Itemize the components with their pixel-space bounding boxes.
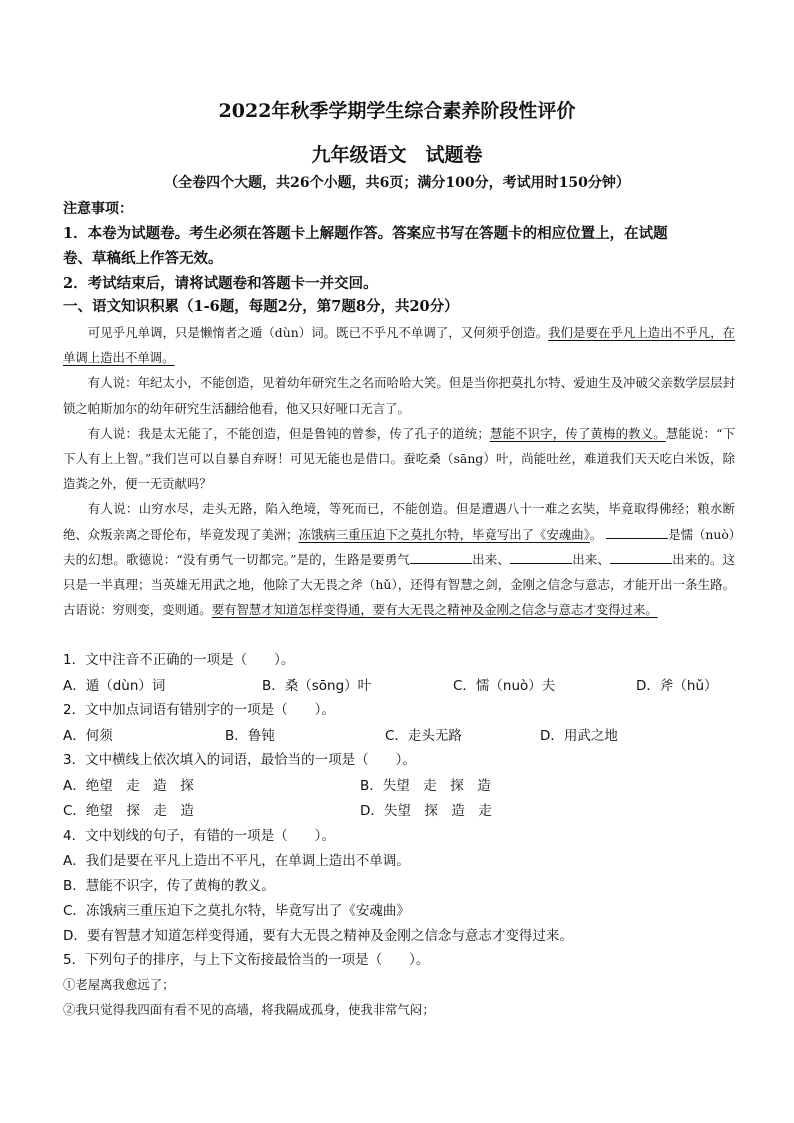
passage-text: 出来、 xyxy=(572,551,611,567)
notes-heading: 注意事项： xyxy=(63,201,133,217)
underlined-sentence-a: 我们是要在乎凡上造出不乎凡，在单调上造出不单调。 xyxy=(63,325,735,366)
exam-subtitle: 九年级语文 试题卷 xyxy=(311,144,483,166)
passage-text: 有人说：我是太无能了，不能创造，但是鲁钝的曾参，传了孔子的道统； xyxy=(87,425,490,441)
fill-blank-3 xyxy=(510,551,572,564)
question-4-option-c[interactable]: C．冻饿病三重压迫下之莫扎尔特，毕竟写出了《安魂曲》 xyxy=(63,903,410,919)
question-1-option-d[interactable]: D．斧（hǔ） xyxy=(636,678,718,694)
underlined-sentence-b: 慧能不识字，传了黄梅的教义。 xyxy=(489,425,666,441)
question-2-option-b[interactable]: B．鲁钝 xyxy=(225,728,275,744)
fill-blank-4 xyxy=(610,551,672,564)
question-1-stem: 1．文中注音不正确的一项是（ ）。 xyxy=(63,652,295,668)
passage-text: 有人说：山穷水尽，走头无路，陷入绝境，等死而已，不能创造。但是遭遇八十一难之玄奘，毕竟取得佛经；粮水断绝、众叛亲离之哥伦布，毕竟发现了美洲； xyxy=(63,501,735,542)
exam-title: 2022年秋季学期学生综合素养阶段性评价 xyxy=(218,100,576,122)
passage-paragraph-4 xyxy=(63,496,735,622)
question-1-option-c[interactable]: C．懦（nuò）夫 xyxy=(453,678,556,694)
question-1-option-a[interactable]: A．遁（dùn）词 xyxy=(63,678,166,694)
note-2: 2．考试结束后，请将试题卷和答题卡一并交回。 xyxy=(63,275,378,292)
exam-info: （全卷四个大题，共26个小题，共6页；满分100分，考试用时150分钟） xyxy=(164,175,630,191)
question-1-option-b[interactable]: B．桑（sōng）叶 xyxy=(262,678,372,694)
passage-text: 可见乎凡单调，只是懒惰者之遁（dùn）词。既已不乎凡不单调了，又何须乎创造。 xyxy=(87,325,549,340)
question-3-option-a[interactable]: A．绝望 走 造 探 xyxy=(63,778,194,794)
reading-passage xyxy=(63,320,735,622)
passage-paragraph-1 xyxy=(63,320,735,370)
question-2-option-d[interactable]: D．用武之地 xyxy=(540,728,618,744)
question-3-option-b[interactable]: B．失望 走 探 造 xyxy=(360,778,491,794)
fill-blank-1 xyxy=(606,526,668,539)
passage-text: 是懦（nuò）夫的幻想。歌德说：“没有勇气一切都完。”是的，生路是要勇气 xyxy=(63,526,735,567)
passage-paragraph-2: 有人说：年纪太小，不能创造，见着幼年研究生之名而哈哈大笑。但是当你把莫扎尔特、爱迪生及冲破父亲数学层层封锁之帕斯加尔的幼年研究生活翻给他看，他又只好哑口无言了。 xyxy=(63,375,735,416)
passage-text: 慧能说：“下下人有上上智。”我们岂可以自暴自弃呀！可见无能也是借口。蚕吃桑（sāng）叶，尚能吐丝，难道我们天天吃白米饭，除造粪之外，便一无贡献吗？ xyxy=(63,425,736,492)
question-3-option-d[interactable]: D．失望 探 造 走 xyxy=(360,803,492,819)
underlined-sentence-c: 冻饿病三重压迫下之莫扎尔特，毕竟写出了《安魂曲》 xyxy=(298,526,590,542)
sentence-1: ①老屋离我愈远了； xyxy=(63,977,175,992)
question-5-stem: 5．下列句子的排序，与上下文衔接最恰当的一项是（ ）。 xyxy=(63,952,430,968)
question-4-option-a[interactable]: A．我们是要在平凡上造出不平凡，在单调上造出不单调。 xyxy=(63,853,410,869)
question-4-stem: 4．文中划线的句子，有错的一项是（ ）。 xyxy=(63,828,335,844)
fill-blank-2 xyxy=(410,551,472,564)
passage-text: 出来的。这只是一半真理；当英雄无用武之地，他除了大无畏之斧（hǔ），还得有智慧之剑，金刚之信念与意志，才能开出一条生路。古语说：穷则变，变则通。 xyxy=(63,551,736,618)
question-2-option-a[interactable]: A．何须 xyxy=(63,728,113,744)
sentence-2: ②我只觉得我四面有看不见的高墙，将我隔成孤身，使我非常气闷； xyxy=(63,1002,435,1017)
question-4-option-d[interactable]: D．要有智慧才知道怎样变得通，要有大无畏之精神及金刚之信念与意志才变得过来。 xyxy=(63,928,573,944)
question-2-stem: 2．文中加点词语有错别字的一项是（ ）。 xyxy=(63,702,335,718)
question-2-option-c[interactable]: C．走头无路 xyxy=(385,728,462,744)
passage-paragraph-3 xyxy=(63,421,735,497)
question-4-option-b[interactable]: B．慧能不识字，传了黄梅的教义。 xyxy=(63,878,275,894)
question-3-option-c[interactable]: C．绝望 探 走 造 xyxy=(63,803,194,819)
passage-text: 出来、 xyxy=(472,551,511,567)
passage-text: 。 xyxy=(589,526,603,542)
question-3-stem: 3．文中横线上依次填入的词语，最恰当的一项是（ ）。 xyxy=(63,752,416,768)
section-1-heading: 一、语文知识积累（1-6题，每题2分，第7题8分，共20分） xyxy=(63,298,459,315)
note-1-line-2: 卷、草稿纸上作答无效。 xyxy=(63,250,223,267)
underlined-sentence-d: 要有智慧才知道怎样变得通，要有大无畏之精神及金刚之信念与意志才变得过来。 xyxy=(211,602,658,618)
note-1-line-1: 1．本卷为试题卷。考生必须在答题卡上解题作答。答案应书写在答题卡的相应位置上，在试题 xyxy=(63,225,668,242)
